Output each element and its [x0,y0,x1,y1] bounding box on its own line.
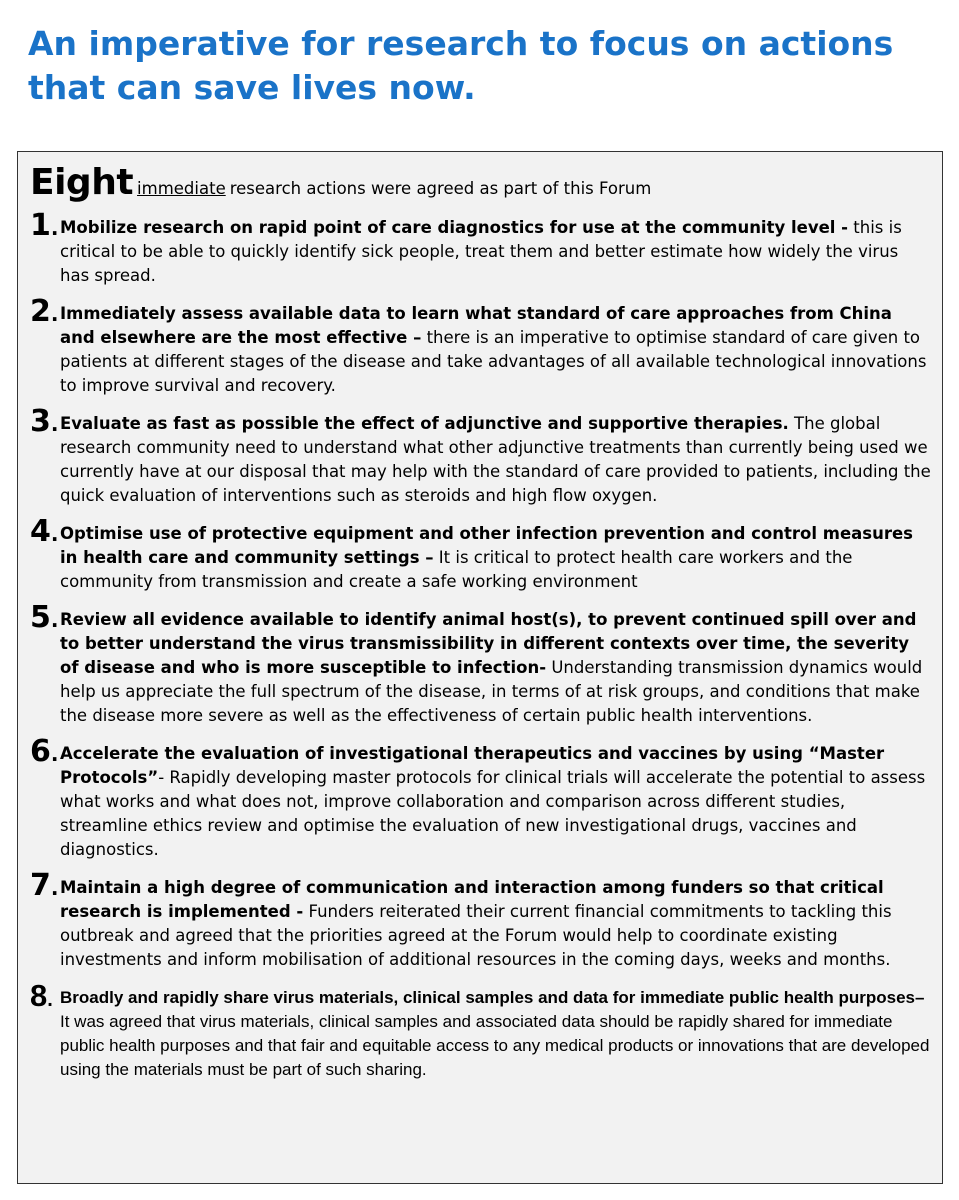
item-number: 8. [30,978,53,1013]
action-item-2 [30,294,932,398]
action-item-5 [30,600,932,728]
action-item-4 [30,514,932,594]
item-text: this is critical to be able to quickly identify sick people, treat them and better estimate how widely the virus has spread. [60,218,902,285]
heading-rest: research actions were agreed as part of this Forum [229,179,652,198]
research-actions-box [17,151,943,1184]
item-text: Understanding transmission dynamics would help us appreciate the full spectrum of the disease, in terms of at risk groups, and conditions that make the disease more severe as well as the effectiveness of certain public health interventions. [60,658,923,725]
heading-immediate: immediate [137,179,226,198]
item-bold-text: Immediately assess available data to learn what standard of care approaches from China and elsewhere are the most effective – [60,304,892,347]
item-text: - Rapidly developing master protocols for clinical trials will accelerate the potential to assess what works and what does not, improve collaboration and comparison across different studies, streamline ethics review and optimise the evaluation of new investigational drugs, vaccines and diagnostics. [60,768,926,859]
item-bold-text: Review all evidence available to identify animal host(s), to prevent continued spill over and to better understand the virus transmissibility in different contexts over time, the severity of disease and who is more susceptible to infection- [60,610,917,677]
action-item-6 [30,734,932,862]
item-text: Funders reiterated their current financial commitments to tackling this outbreak and agreed that the priorities agreed at the Forum would help to coordinate existing investments and inform mobilisation of additional resources in the coming days, weeks and months. [60,902,892,969]
item-text: It was agreed that virus materials, clinical samples and associated data should be rapidly shared for immediate public health purposes and that fair and equitable access to any medical products or innovations that are developed using the materials must be part of such sharing. [60,1012,930,1079]
item-bold-text: Broadly and rapidly share virus materials, clinical samples and data for immediate public health purposes– [60,988,925,1007]
item-number: 4. [30,514,59,549]
item-number: 5. [30,600,59,635]
item-number: 3. [30,404,59,439]
action-item-8 [30,978,932,1082]
page-title: An imperative for research to focus on actions that can save lives now. [28,24,894,107]
action-item-7 [30,868,932,972]
item-bold-text: Optimise use of protective equipment and other infection prevention and control measures in health care and community settings – [60,524,913,567]
item-text: there is an imperative to optimise standard of care given to patients at different stages of the disease and take advantages of all available technological innovations to improve survival and recovery. [60,328,927,395]
item-text: The global research community need to understand what other adjunctive treatments than currently being used we currently have at our disposal that may help with the standard of care provided to patients, including the quick evaluation of interventions such as steroids and high flow oxygen. [60,414,931,505]
item-bold-text: Evaluate as fast as possible the effect of adjunctive and supportive therapies. [60,414,789,433]
item-number: 2. [30,294,59,329]
box-heading [30,162,932,210]
item-number: 7. [30,868,59,903]
action-item-1 [30,208,932,288]
heading-eight: Eight [30,162,134,203]
item-number: 1. [30,208,59,243]
item-text: It is critical to protect health care workers and the community from transmission and create a safe working environment [60,548,853,591]
action-item-3 [30,404,932,508]
item-number: 6. [30,734,59,769]
item-bold-text: Accelerate the evaluation of investigational therapeutics and vaccines by using “Master Protocols” [60,744,885,787]
item-bold-text: Mobilize research on rapid point of care diagnostics for use at the community level - [60,218,849,237]
item-bold-text: Maintain a high degree of communication and interaction among funders so that critical research is implemented - [60,878,884,921]
